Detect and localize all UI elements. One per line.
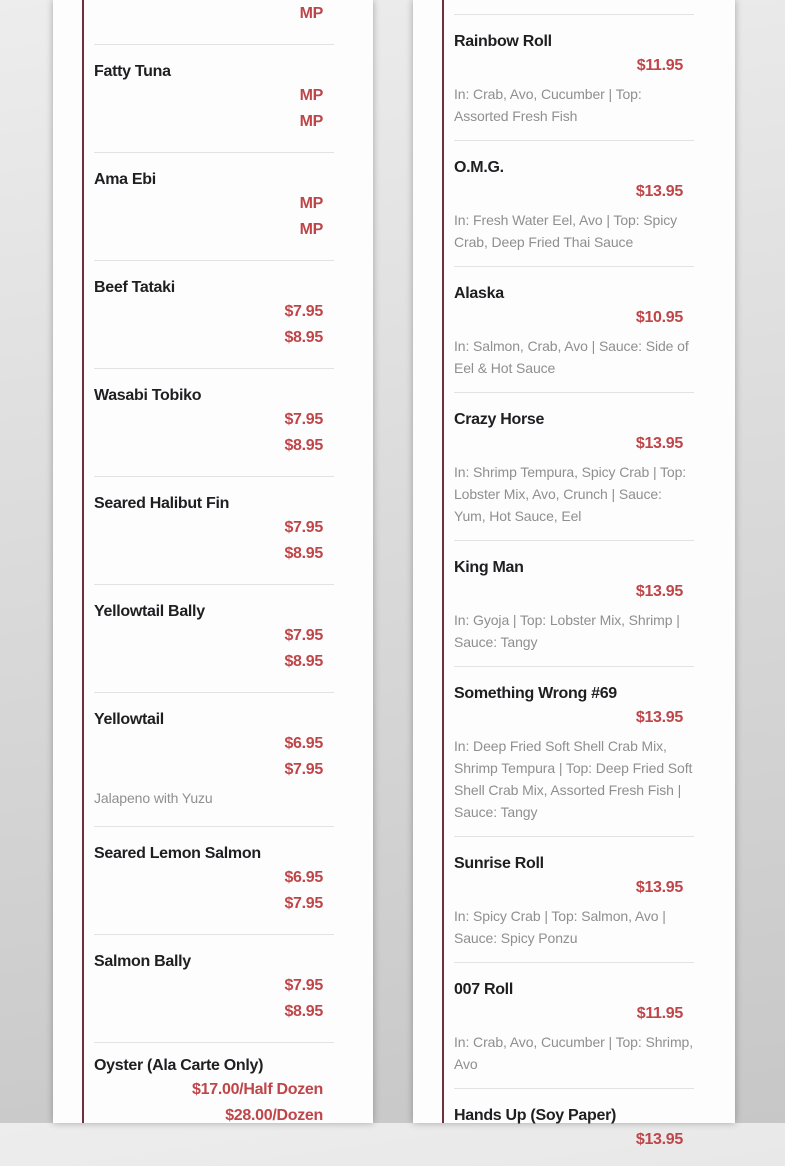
menu-item-list-left [94,1,334,1146]
menu-item [94,45,334,152]
menu-item [454,0,694,14]
menu-item [94,585,334,692]
item-price: $13.95 [635,1131,683,1148]
item-price: $8.95 [284,329,323,346]
item-price: $11.95 [636,57,683,74]
item-name: Alaska [454,285,504,302]
item-price: $8.95 [284,1003,323,1020]
item-price: MP [299,87,323,104]
item-name: Fatty Tuna [94,63,171,80]
item-price: $7.95 [284,411,323,428]
menu-item [454,541,694,666]
item-name: Rainbow Roll [454,33,552,50]
item-name: King Man [454,559,524,576]
item-name: Something Wrong #69 [454,685,617,702]
item-name: Yellowtail [94,711,164,728]
item-price: $11.95 [636,1005,683,1022]
item-name: Salmon Bally [94,953,191,970]
menu-item [94,153,334,260]
menu-item [94,1,334,44]
item-price: $8.95 [284,653,323,670]
item-price: $8.95 [284,437,323,454]
menu-item [94,827,334,934]
item-description: In: Salmon, Crab, Avo | Sauce: Side of Eel & Hot Sauce [454,338,689,376]
menu-item [94,693,334,826]
menu-item [454,1089,694,1166]
item-name: O.M.G. [454,159,504,176]
menu-item [454,837,694,962]
menu-item [94,369,334,476]
item-name: Beef Tataki [94,279,175,296]
item-description: In: Shrimp Tempura, Spicy Crab | Top: Lobster Mix, Avo, Crunch | Sauce: Yum, Hot Sauce, Eel [454,464,687,524]
item-description: Jalapeno with Yuzu [94,790,213,806]
menu-item [454,393,694,540]
item-price: $10.95 [635,309,683,326]
item-name: Oyster (Ala Carte Only) [94,1057,264,1074]
item-description: In: Deep Fried Soft Shell Crab Mix, Shrimp Tempura | Top: Deep Fried Soft Shell Crab Mix, Assorted Fresh Fish | Sauce: Tangy [454,738,693,820]
item-name: Seared Lemon Salmon [94,845,261,862]
item-price: $7.95 [284,895,323,912]
item-name: Crazy Horse [454,411,545,428]
item-price: MP [299,113,323,130]
item-description: In: Gyoja | Top: Lobster Mix, Shrimp | Sauce: Tangy [454,612,680,650]
red-accent-line [82,0,84,1123]
menu-item-list-right [454,0,694,1166]
item-price: $13.95 [635,583,683,600]
item-price: $6.95 [284,869,323,886]
item-price: $13.95 [635,879,683,896]
item-description: In: Spicy Crab | Top: Salmon, Avo | Sauce: Spicy Ponzu [454,908,666,946]
item-description: In: Fresh Water Eel, Avo | Top: Spicy Crab, Deep Fried Thai Sauce [454,212,678,250]
item-price: $17.00/Half Dozen [192,1081,323,1098]
menu-item [454,15,694,140]
menu-card-left [53,0,373,1123]
item-name: Sunrise Roll [454,855,544,872]
item-price: $6.95 [284,735,323,752]
item-name: 007 Roll [454,981,513,998]
item-name: Ama Ebi [94,171,156,188]
item-price: $7.95 [284,519,323,536]
menu-item [454,963,694,1088]
item-name: Wasabi Tobiko [94,387,202,404]
item-description: In: Crab, Avo, Cucumber | Top: Assorted Fresh Fish [454,86,642,124]
menu-item [94,261,334,368]
red-accent-line [442,0,444,1123]
menu-item [94,935,334,1042]
menu-item [94,477,334,584]
menu-card-right [413,0,735,1148]
item-price: $13.95 [635,435,683,452]
menu-item [454,267,694,392]
item-description: In: Crab, Avo, Cucumber | Top: Shrimp, Avo [454,1034,693,1072]
item-price: $13.95 [635,709,683,726]
item-price: $7.95 [284,627,323,644]
menu-item [454,141,694,266]
menu-item [454,667,694,836]
item-price: $8.95 [284,545,323,562]
item-name: Seared Halibut Fin [94,495,230,512]
item-name: Yellowtail Bally [94,603,205,620]
cut-off-text [454,0,694,4]
item-price: MP [299,221,323,238]
item-price: MP [299,5,323,22]
item-price: $7.95 [284,303,323,320]
menu-item [94,1043,334,1146]
item-price: $13.95 [635,183,683,200]
item-price: $7.95 [284,977,323,994]
item-price: MP [299,195,323,212]
item-name: Hands Up (Soy Paper) [454,1107,617,1124]
item-price: $28.00/Dozen [225,1107,323,1124]
item-price: $7.95 [284,761,323,778]
